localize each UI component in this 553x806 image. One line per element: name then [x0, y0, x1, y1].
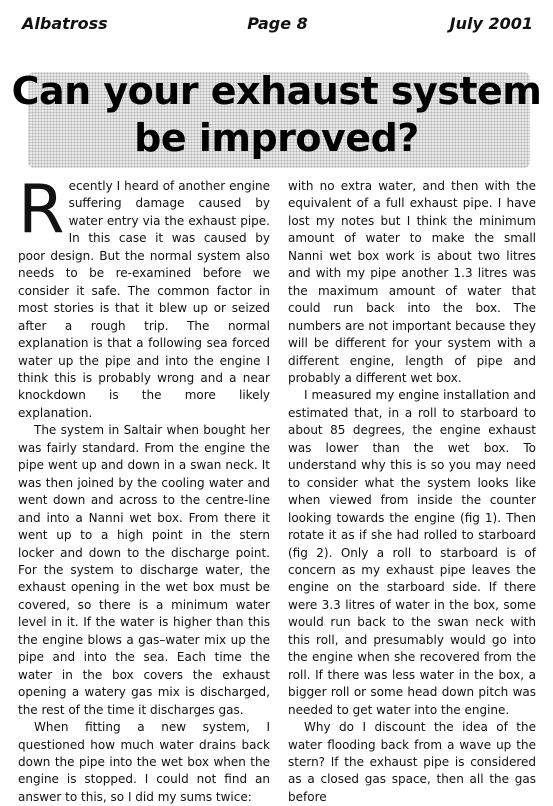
paragraph-text: ecently I heard of another engine suffering damage caused by water entry via the exhaust pipe. In this case it was caused by poor design. But the normal system also needs to be re-examined before we consider it safe. The common factor in most stories is that it blew up or seized after a rough trip. The normal explanation is that a following sea forced water up the pipe and into the engine I think this is probably wrong and a near knockdown is the more likely explanation.	[18, 179, 270, 420]
page-number: Page 8	[247, 14, 308, 33]
article-title	[0, 68, 553, 162]
paragraph: with no extra water, and then with the equivalent of a full exhaust pipe. I have lost my notes but I think the minimum amount of water to make the small Nanni wet box work is about two litres and with my pipe another 1.3 litres was the maximum amount of water that could run back into the box. The numbers are not important because they will be different for your system with a different engine, length of pipe and probably a different wet box.	[288, 179, 536, 385]
article-column-right	[288, 178, 536, 806]
page-header	[22, 14, 533, 40]
paragraph: I measured my engine installation and estimated that, in a roll to starboard to about 85 degrees, the engine exhaust was lower than the wet box. To understand why this is so you may need to consider what the system looks like when viewed from inside the counter looking towards the engine (fig 1). Then rotate it as if she had rolled to starboard (fig 2). Only a roll to starboard is of concern as my exhaust pipe leaves the engine on the starboard side. If there were 3.3 litres of water in the box, some would run back to the swan neck with this roll, and presumably would go into the engine when she recovered from the roll. If there was less water in the box, a bigger roll or some head down pitch was needed to get water into the engine.	[288, 388, 536, 717]
publication-name: Albatross	[22, 14, 108, 33]
title-line-1: Can your exhaust system	[11, 69, 542, 113]
drop-cap: R	[18, 170, 65, 248]
title-line-2: be improved?	[134, 116, 419, 160]
article-column-left	[18, 170, 270, 806]
paragraph: When fitting a new system, I questioned how much water drains back down the pipe into the wet box when the engine is stopped. I could not find an answer to this, so I did my sums twice:	[18, 720, 270, 804]
issue-date: July 2001	[449, 14, 533, 33]
paragraph	[18, 170, 270, 422]
paragraph: Why do I discount the idea of the water flooding back from a wave up the stern? If the exhaust pipe is considered as a closed gas space, then all the gas before	[288, 720, 536, 804]
paragraph: The system in Saltair when bought her was fairly standard. From the engine the pipe went up and down in a swan neck. It was then joined by the cooling water and went down and across to the centre-line and into a Nanni wet box. From there it went up to a high point in the stern locker and down to the discharge point. For the system to discharge water, the exhaust opening in the wet box must be covered, so there is a minimum water level in it. If the water is higher than this the engine blows a gas–water mix up the pipe and into the sea. Each time the water in the box covers the exhaust opening a watery gas mix is discharged, the rest of the time it discharges gas.	[18, 423, 270, 717]
